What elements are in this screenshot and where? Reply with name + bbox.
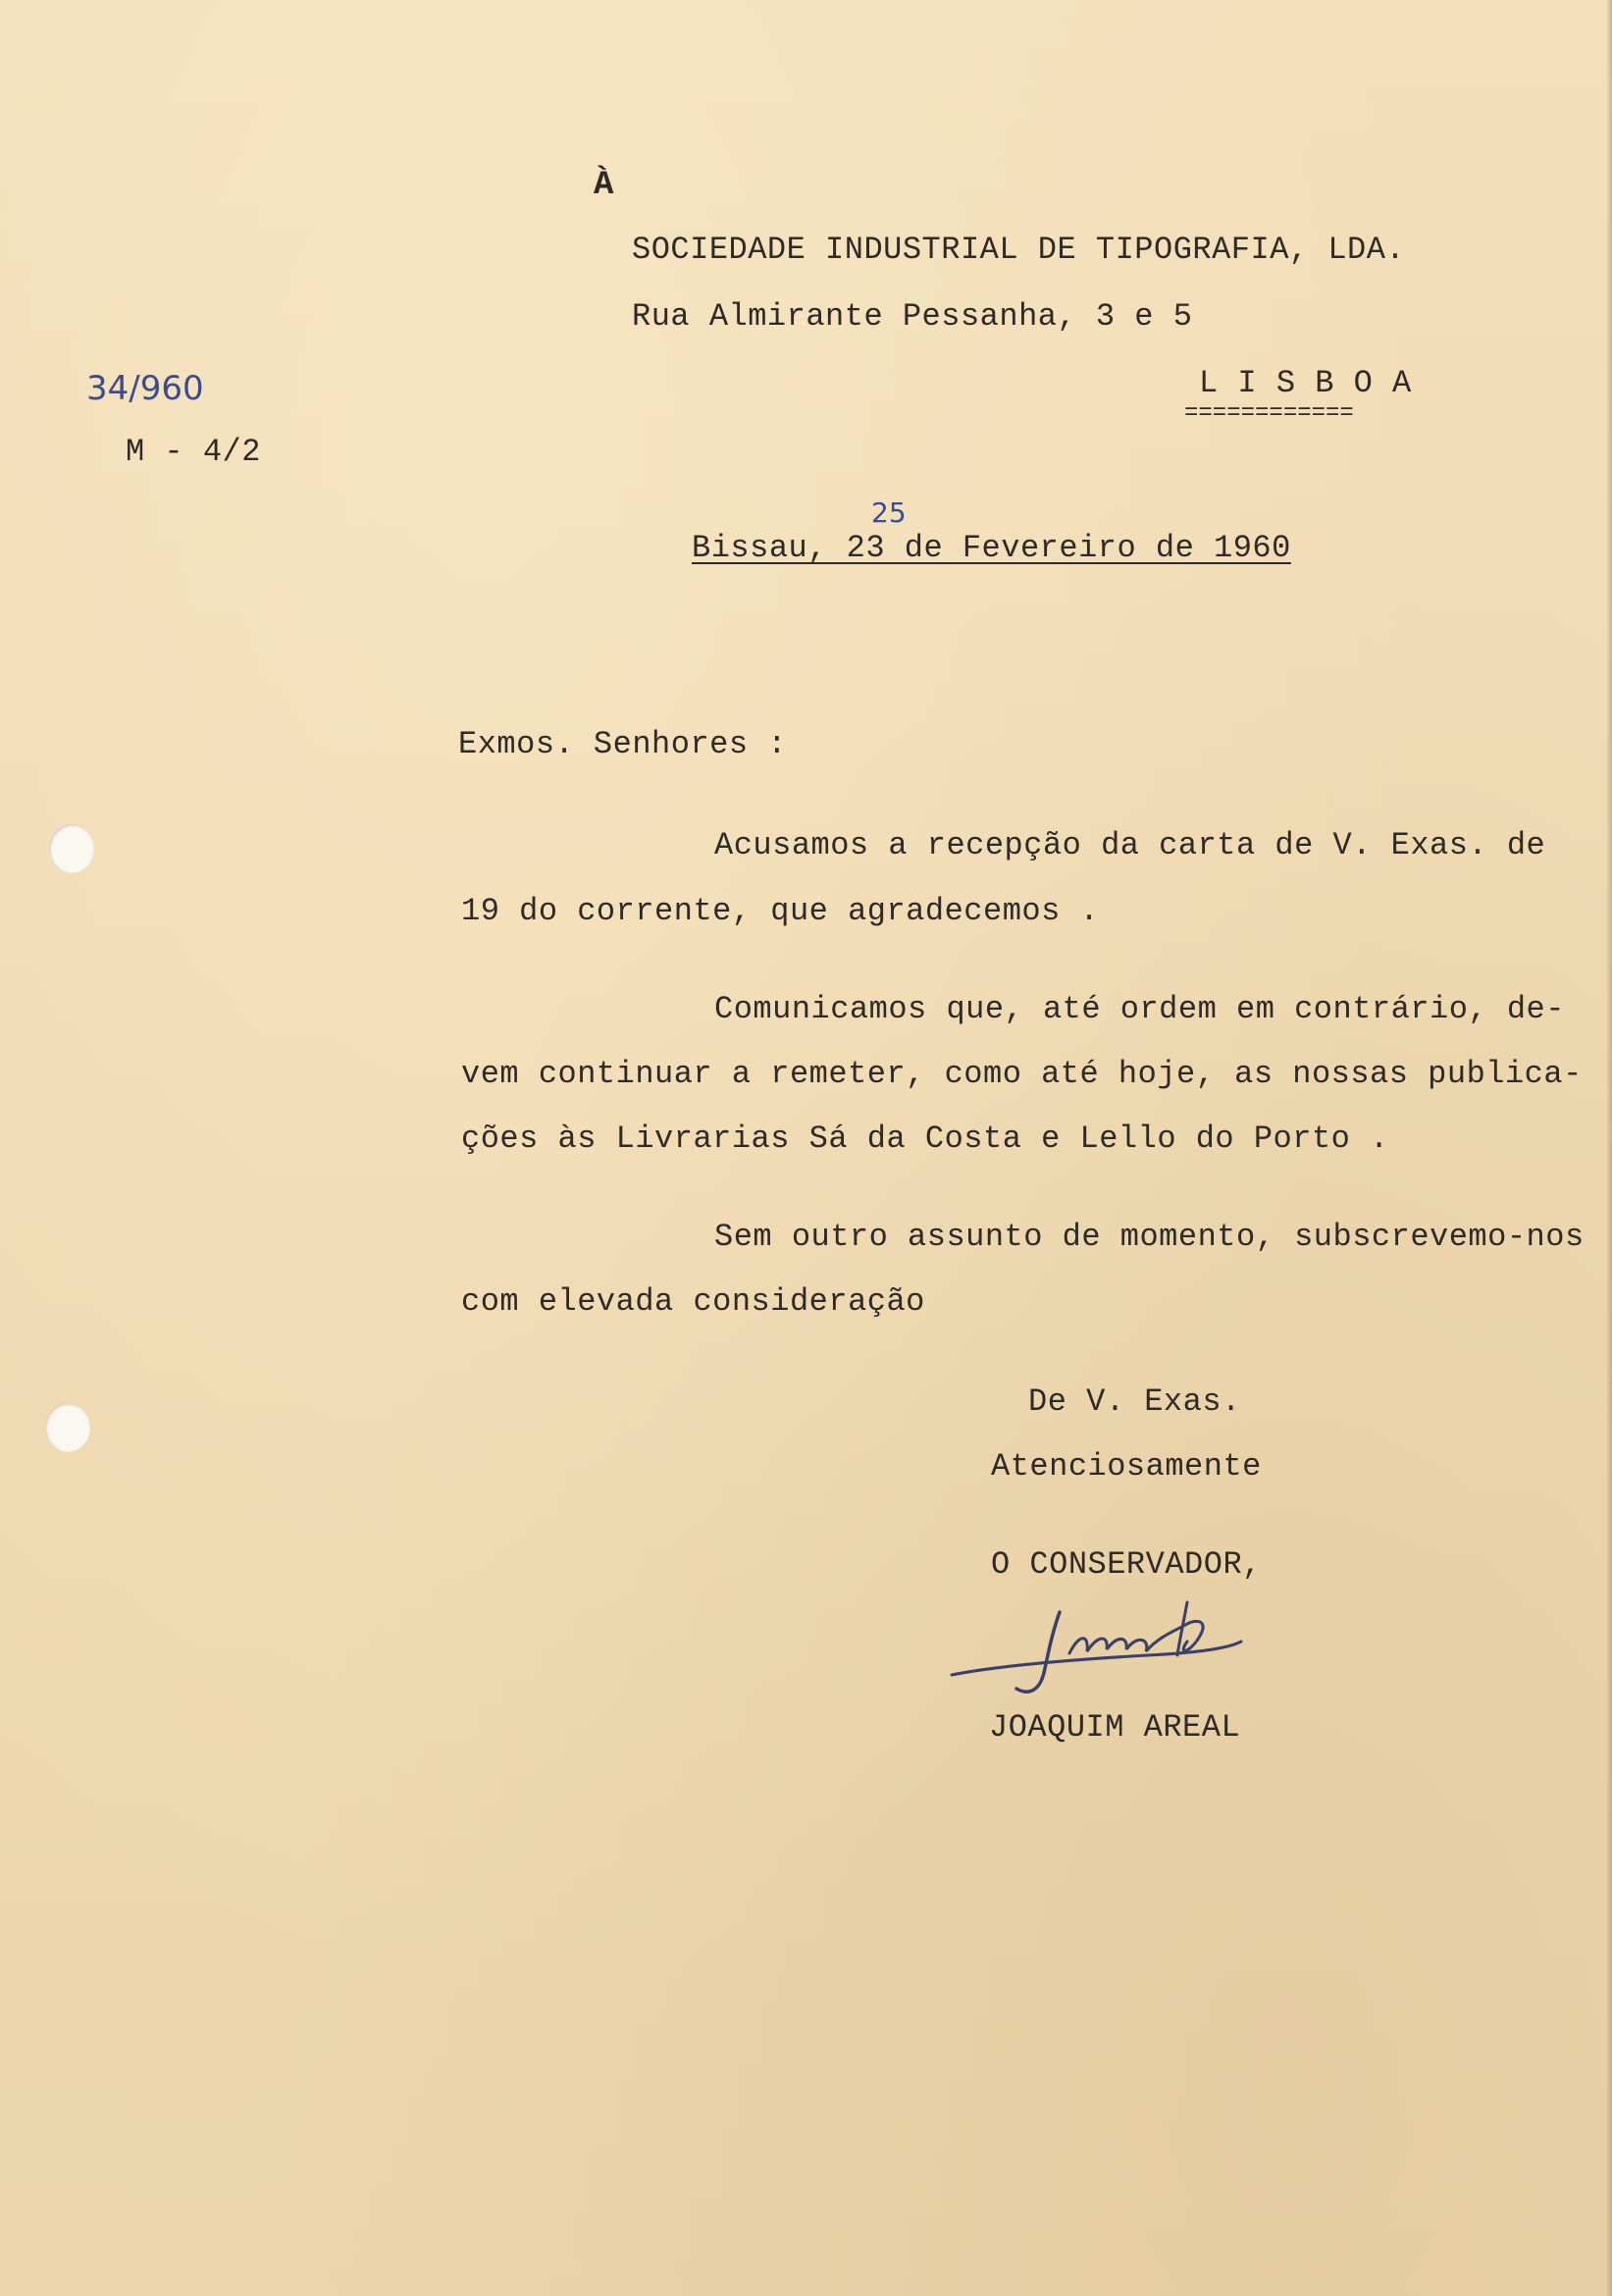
signatory-title: O CONSERVADOR, (991, 1546, 1262, 1583)
signatory-name: JOAQUIM AREAL (989, 1709, 1241, 1746)
paragraph-2-line-1: Comunicamos que, até ordem em contrário, de- (714, 991, 1565, 1027)
file-code: M - 4/2 (126, 434, 261, 470)
signature-image (942, 1594, 1256, 1712)
punch-hole-bottom (45, 1403, 90, 1452)
date-line: Bissau, 23 de Fevereiro de 1960 (692, 530, 1291, 566)
recipient-name: SOCIEDADE INDUSTRIAL DE TIPOGRAFIA, LDA. (632, 232, 1406, 268)
paragraph-1-line-2: 19 do corrente, que agradecemos . (461, 893, 1100, 929)
date-correction: 25 (871, 496, 907, 529)
closing-line-1: De V. Exas. (1028, 1383, 1241, 1420)
closing-line-2: Atenciosamente (991, 1448, 1262, 1485)
paragraph-1-line-1: Acusamos a recepção da carta de V. Exas. de (714, 827, 1546, 863)
paragraph-2-line-3: ções às Livrarias Sá da Costa e Lello do Porto . (461, 1121, 1389, 1157)
punch-hole-top (49, 824, 94, 873)
city-double-rule: ============ (1184, 400, 1354, 427)
reference-number: 34/960 (86, 369, 204, 408)
paragraph-3-line-2: com elevada consideração (461, 1283, 925, 1320)
recipient-city: L I S B O A (1199, 365, 1412, 401)
salutation: Exmos. Senhores : (458, 726, 787, 762)
addressee-prefix: À (594, 167, 614, 204)
paragraph-3-line-1: Sem outro assunto de momento, subscrevemo-nos (714, 1219, 1585, 1255)
recipient-street: Rua Almirante Pessanha, 3 e 5 (632, 298, 1193, 335)
paragraph-2-line-2: vem continuar a remeter, como até hoje, as nossas publica- (461, 1056, 1583, 1092)
